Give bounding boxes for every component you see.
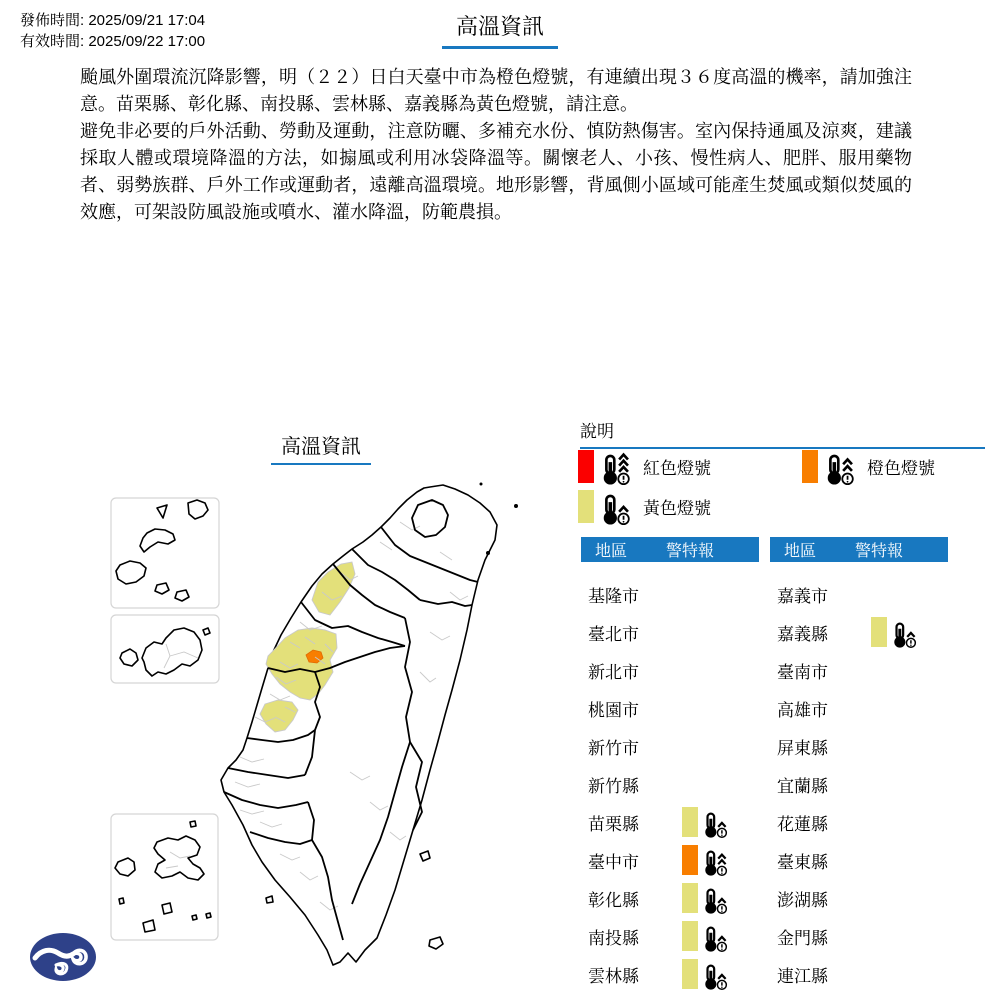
table-header-left <box>581 537 759 562</box>
red-swatch <box>578 450 594 483</box>
region-name: 新竹縣 <box>588 776 639 796</box>
column-header-warning: 警特報 <box>855 543 904 560</box>
table-row <box>581 765 759 803</box>
legend-item-yellow <box>578 488 711 525</box>
yellow-swatch <box>578 490 594 523</box>
region-name: 新竹市 <box>588 738 639 758</box>
region-name: 臺北市 <box>588 624 639 644</box>
thermometer-orange-icon <box>702 845 730 876</box>
yellow-swatch <box>682 921 698 951</box>
warning-badge-yellow <box>682 883 730 914</box>
yellow-swatch <box>682 959 698 989</box>
thermometer-yellow-icon <box>891 617 919 648</box>
effective-time: 有效時間: 2025/09/22 17:00 <box>20 33 206 50</box>
region-name: 新北市 <box>588 662 639 682</box>
yellow-swatch <box>871 617 887 647</box>
table-row <box>581 727 759 765</box>
region-name: 宜蘭縣 <box>777 776 828 796</box>
column-header-warning: 警特報 <box>666 543 715 560</box>
publish-time: 發佈時間: 2025/09/21 17:04 <box>20 12 206 29</box>
description-paragraph-2: 避免非必要的戶外活動、勞動及運動，注意防曬、多補充水份、慎防熱傷害。室內保持通風及涼爽，建議採取人體或環境降溫的方法，如搧風或利用冰袋降溫等。關懷老人、小孩、慢性病人、肥胖、服用藥物者、弱勢族群、戶外工作或運動者，遠離高溫環境。地形影響，背風側小區域可能產生焚風或類似焚風的效應，可架設防風設施或噴水、灌水降溫，防範農損。 <box>80 121 912 222</box>
table-row <box>770 879 948 917</box>
region-name: 臺中市 <box>588 852 639 872</box>
warning-badge-yellow <box>682 921 730 952</box>
region-name: 彰化縣 <box>588 890 639 910</box>
region-name: 金門縣 <box>777 928 828 948</box>
thermometer-yellow-icon <box>702 921 730 952</box>
region-name: 連江縣 <box>777 966 828 986</box>
column-header-region: 地區 <box>595 543 628 560</box>
table-row <box>770 689 948 727</box>
legend-label-yellow: 黃色燈號 <box>643 499 711 518</box>
region-name: 桃園市 <box>588 700 639 720</box>
table-row <box>581 689 759 727</box>
region-name: 澎湖縣 <box>777 890 828 910</box>
legend-item-red <box>578 448 711 485</box>
description-paragraph-1: 颱風外圍環流沉降影響，明（２２）日白天臺中市為橙色燈號，有連續出現３６度高溫的機率，請加強注意。苗栗縣、彰化縣、南投縣、雲林縣、嘉義縣為黃色燈號，請注意。 <box>80 67 912 114</box>
region-table-right <box>770 537 948 993</box>
region-name: 臺南市 <box>777 662 828 682</box>
orange-swatch <box>682 845 698 875</box>
table-row <box>770 613 948 651</box>
taiwan-warning-map[interactable] <box>100 472 560 1002</box>
table-row <box>581 651 759 689</box>
warning-badge-orange <box>682 845 730 876</box>
table-row <box>770 727 948 765</box>
table-row <box>770 841 948 879</box>
table-row <box>581 841 759 879</box>
table-header-right <box>770 537 948 562</box>
table-row <box>770 955 948 993</box>
warning-badge-yellow <box>682 959 730 990</box>
thermometer-yellow-icon <box>702 807 730 838</box>
warning-description <box>80 64 912 226</box>
region-name: 臺東縣 <box>777 852 828 872</box>
warning-badge-yellow <box>682 807 730 838</box>
cwa-logo[interactable] <box>28 931 98 983</box>
region-name: 雲林縣 <box>588 966 639 986</box>
table-row <box>581 613 759 651</box>
table-row <box>581 575 759 613</box>
taiwan-main-island <box>221 483 518 966</box>
table-row <box>770 917 948 955</box>
warning-badge-yellow <box>871 617 919 648</box>
region-name: 花蓮縣 <box>777 814 828 834</box>
region-name: 南投縣 <box>588 928 639 948</box>
table-row <box>581 803 759 841</box>
thermometer-yellow-icon <box>702 959 730 990</box>
map-title: 高溫資訊 <box>256 430 386 465</box>
region-name: 基隆市 <box>588 586 639 606</box>
table-row <box>770 575 948 613</box>
region-name: 嘉義縣 <box>777 624 828 644</box>
thermometer-orange-icon <box>824 448 857 485</box>
thermometer-yellow-icon <box>702 883 730 914</box>
region-name: 高雄市 <box>777 700 828 720</box>
table-row <box>770 651 948 689</box>
thermometer-red-icon <box>600 448 633 485</box>
legend-label-orange: 橙色燈號 <box>867 459 935 478</box>
legend-label-red: 紅色燈號 <box>643 459 711 478</box>
region-table-left <box>581 537 759 993</box>
legend-title: 說明 <box>580 417 985 449</box>
yellow-swatch <box>682 883 698 913</box>
yellow-swatch <box>682 807 698 837</box>
table-row <box>770 765 948 803</box>
table-row <box>581 917 759 955</box>
region-name: 嘉義市 <box>777 586 828 606</box>
table-row <box>581 955 759 993</box>
thermometer-yellow-icon <box>600 488 633 525</box>
region-name: 苗栗縣 <box>588 814 639 834</box>
legend-item-orange <box>802 448 935 485</box>
page-title: 高溫資訊 <box>0 10 1000 49</box>
table-row <box>581 879 759 917</box>
table-row <box>770 803 948 841</box>
orange-swatch <box>802 450 818 483</box>
column-header-region: 地區 <box>784 543 817 560</box>
region-name: 屏東縣 <box>777 738 828 758</box>
